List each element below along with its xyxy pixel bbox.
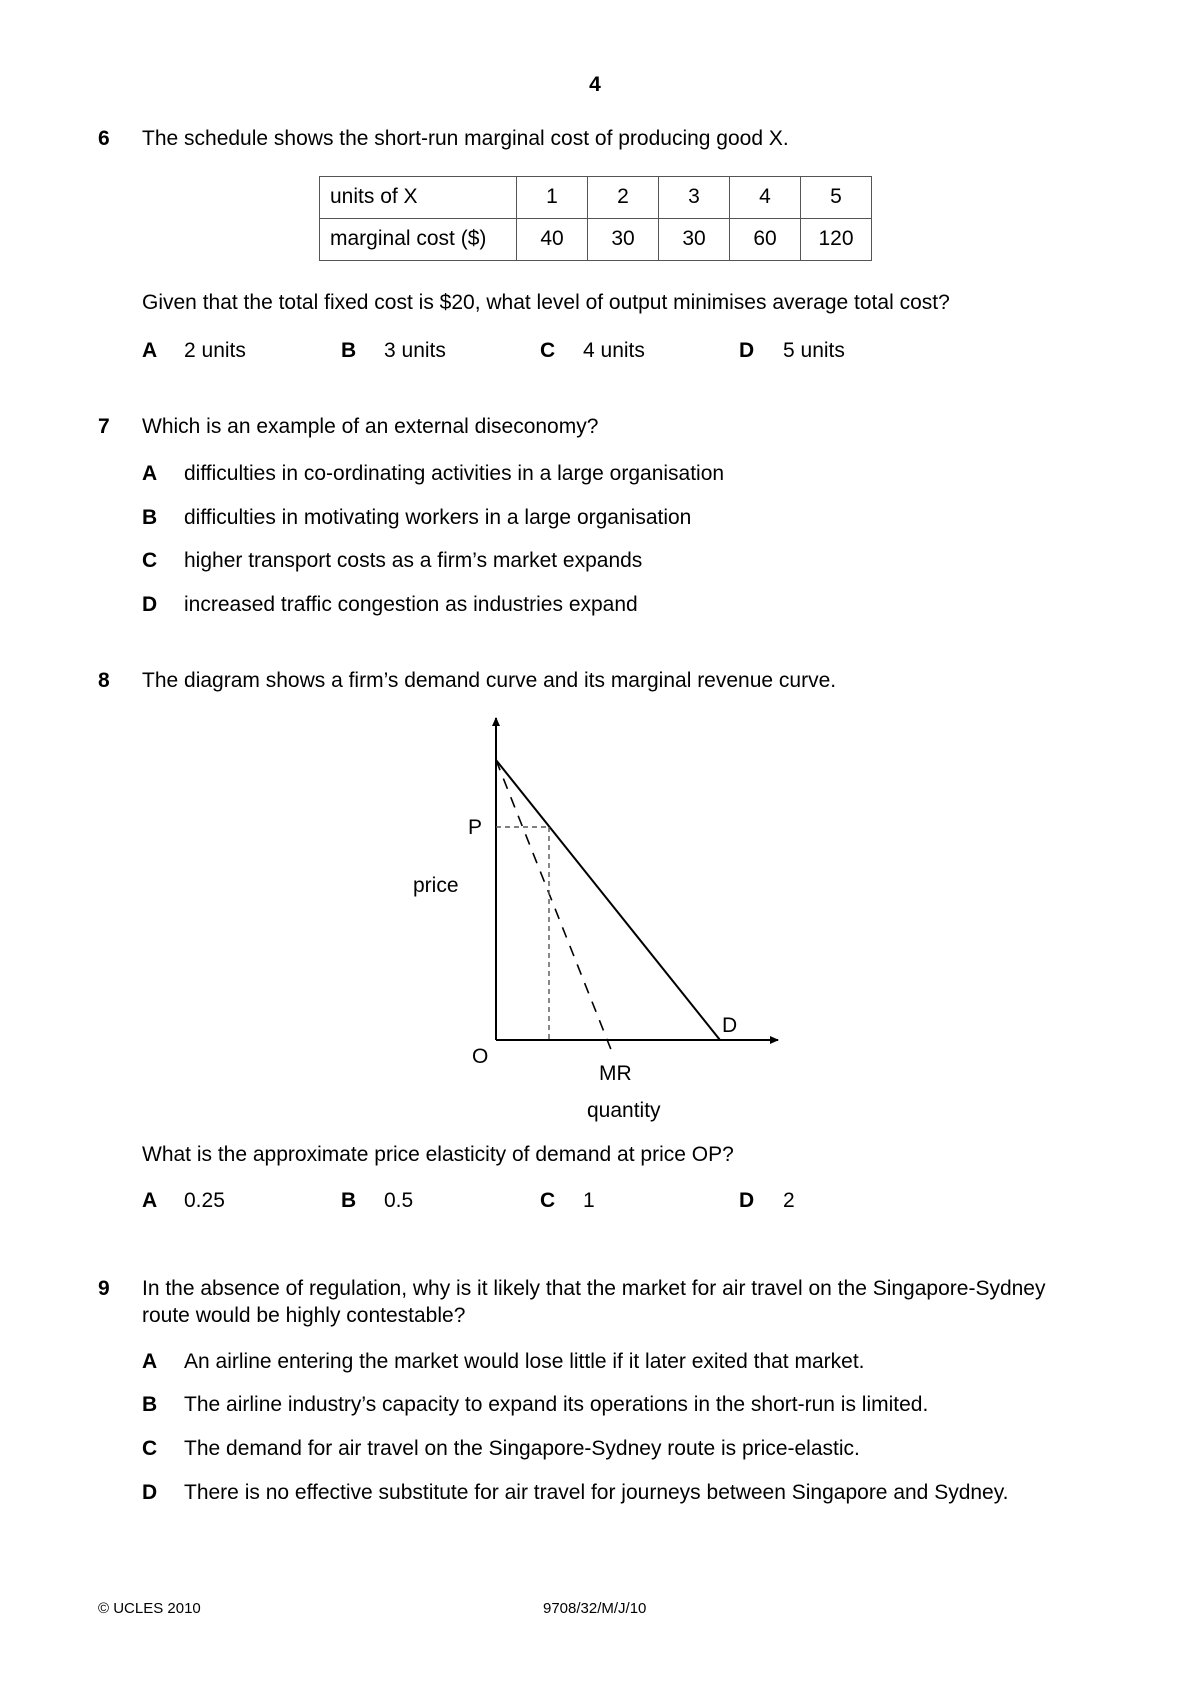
table-cell: 120 [801, 219, 872, 261]
question-9-stem-line-1: In the absence of regulation, why is it likely that the market for air travel on the Singapore-Sydney [142, 1277, 1046, 1300]
table-cell: 4 [730, 177, 801, 219]
question-9-stem-line-2: route would be highly contestable? [142, 1304, 466, 1327]
option-letter: B [341, 339, 357, 362]
option-text: increased traffic congestion as industries expand [184, 593, 638, 616]
option-letter: C [540, 1189, 556, 1212]
option-text: 2 units [184, 339, 246, 362]
demand-mr-diagram [380, 710, 800, 1130]
mr-curve [496, 760, 612, 1052]
table-cell: marginal cost ($) [320, 219, 517, 261]
option-letter: B [341, 1189, 357, 1212]
y-axis-label: price [413, 874, 459, 897]
question-9-number: 9 [98, 1277, 110, 1300]
question-6-prompt: Given that the total fixed cost is $20, what level of output minimises average total cost? [142, 291, 950, 314]
question-6-stem: The schedule shows the short-run marginal cost of producing good X. [142, 127, 789, 150]
option-letter: B [142, 1393, 158, 1416]
option-letter: A [142, 462, 158, 485]
page-number: 4 [589, 73, 601, 96]
option-letter: A [142, 339, 158, 362]
demand-curve [496, 760, 720, 1040]
option-letter: C [142, 549, 158, 572]
demand-label: D [722, 1014, 738, 1037]
question-6-number: 6 [98, 127, 110, 150]
option-text: 2 [783, 1189, 795, 1212]
mr-label: MR [599, 1062, 632, 1085]
option-text: difficulties in co-ordinating activities in a large organisation [184, 462, 725, 485]
question-7-number: 7 [98, 415, 110, 438]
option-text: An airline entering the market would lose little if it later exited that market. [184, 1350, 865, 1373]
table-row [320, 219, 872, 261]
question-8-number: 8 [98, 669, 110, 692]
option-letter: D [739, 1189, 755, 1212]
table-cell: 2 [588, 177, 659, 219]
footer-paper-code: 9708/32/M/J/10 [543, 1600, 647, 1617]
table-cell: units of X [320, 177, 517, 219]
table-cell: 40 [517, 219, 588, 261]
x-axis-label: quantity [587, 1099, 661, 1122]
option-text: 0.5 [384, 1189, 414, 1212]
option-text: 0.25 [184, 1189, 225, 1212]
table-cell: 30 [659, 219, 730, 261]
footer-copyright: © UCLES 2010 [98, 1600, 201, 1617]
table-cell: 3 [659, 177, 730, 219]
table-row [320, 177, 872, 219]
option-letter: D [142, 1481, 158, 1504]
option-text: The demand for air travel on the Singapore-Sydney route is price-elastic. [184, 1437, 860, 1460]
table-cell: 1 [517, 177, 588, 219]
question-8-prompt: What is the approximate price elasticity of demand at price OP? [142, 1143, 734, 1166]
option-letter: C [142, 1437, 158, 1460]
question-7-stem: Which is an example of an external diseconomy? [142, 415, 599, 438]
option-text: higher transport costs as a firm’s market expands [184, 549, 643, 572]
option-text: 1 [583, 1189, 595, 1212]
option-text: There is no effective substitute for air travel for journeys between Singapore and Sydney. [184, 1481, 1009, 1504]
option-text: 3 units [384, 339, 446, 362]
option-letter: A [142, 1189, 158, 1212]
option-letter: A [142, 1350, 158, 1373]
question-8-stem: The diagram shows a firm’s demand curve and its marginal revenue curve. [142, 669, 837, 692]
option-letter: D [739, 339, 755, 362]
marginal-cost-table [319, 176, 872, 261]
option-text: 4 units [583, 339, 645, 362]
option-text: difficulties in motivating workers in a large organisation [184, 506, 692, 529]
price-label-p: P [468, 816, 483, 839]
table-cell: 60 [730, 219, 801, 261]
option-text: The airline industry’s capacity to expand its operations in the short-run is limited. [184, 1393, 929, 1416]
option-letter: B [142, 506, 158, 529]
option-letter: C [540, 339, 556, 362]
origin-label: O [472, 1045, 489, 1068]
table-cell: 5 [801, 177, 872, 219]
option-text: 5 units [783, 339, 845, 362]
table-cell: 30 [588, 219, 659, 261]
option-letter: D [142, 593, 158, 616]
